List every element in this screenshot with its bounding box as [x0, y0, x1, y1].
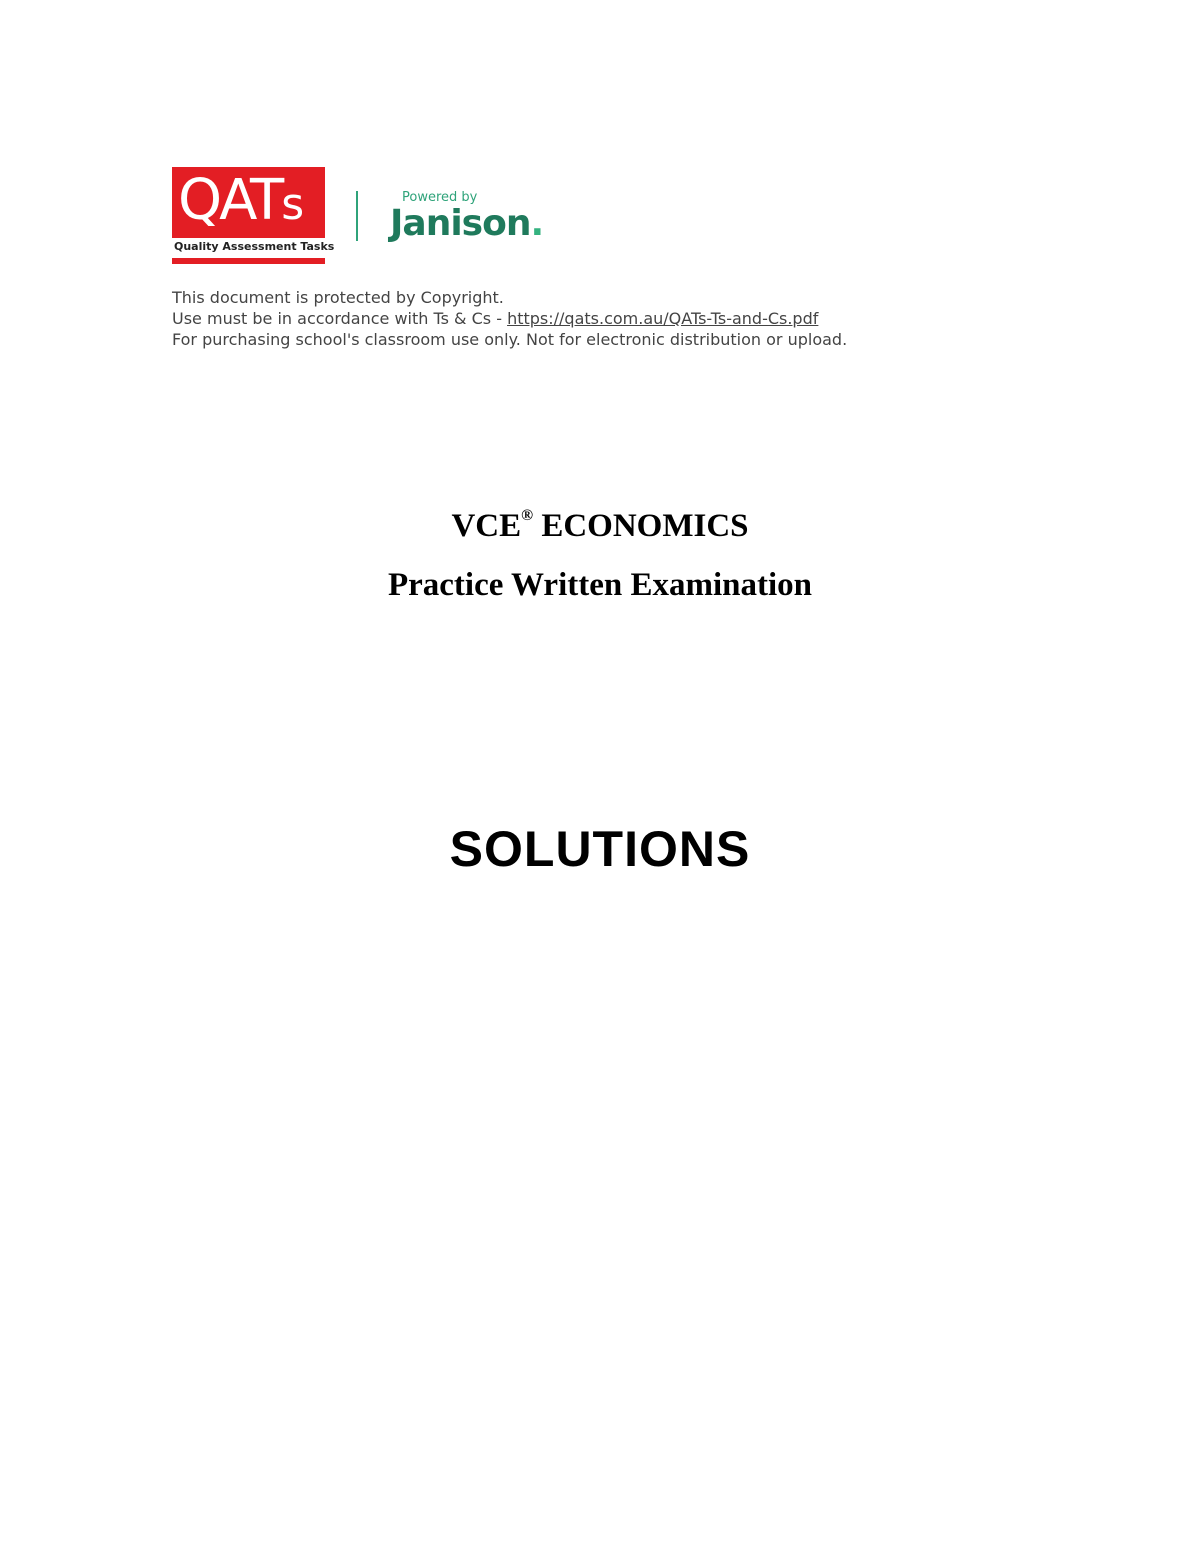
- subject-title-vce: VCE: [451, 508, 522, 544]
- copyright-line: This document is protected by Copyright.: [172, 288, 504, 307]
- terms-line: [172, 308, 932, 329]
- terms-link[interactable]: https://qats.com.au/QATs-Ts-and-Cs.pdf: [507, 309, 819, 328]
- janison-wordmark: Janison: [390, 203, 531, 244]
- qats-logo-underline: [172, 258, 325, 264]
- qats-logo-letter-s: s: [281, 179, 305, 230]
- qats-logo-wordmark: [178, 169, 304, 237]
- powered-by-label: Powered by: [402, 190, 478, 205]
- header-logos: [172, 167, 572, 267]
- qats-logo-tagline: Quality Assessment Tasks: [174, 240, 335, 253]
- terms-line-text: Use must be in accordance with Ts & Cs -: [172, 309, 508, 328]
- janison-dot: .: [530, 203, 544, 244]
- subject-title-economics: ECONOMICS: [533, 508, 749, 544]
- solutions-heading: SOLUTIONS: [449, 821, 751, 877]
- janison-logo: [390, 203, 543, 244]
- subject-title: [0, 507, 1200, 545]
- qats-logo-letters: QAT: [178, 168, 282, 233]
- copyright-notice: [172, 287, 932, 350]
- usage-line: For purchasing school's classroom use only. Not for electronic distribution or upload.: [172, 330, 848, 349]
- exam-title: Practice Written Examination: [387, 567, 813, 603]
- qats-logo: [172, 167, 335, 265]
- registered-mark: ®: [521, 507, 534, 524]
- logo-divider: [356, 191, 358, 241]
